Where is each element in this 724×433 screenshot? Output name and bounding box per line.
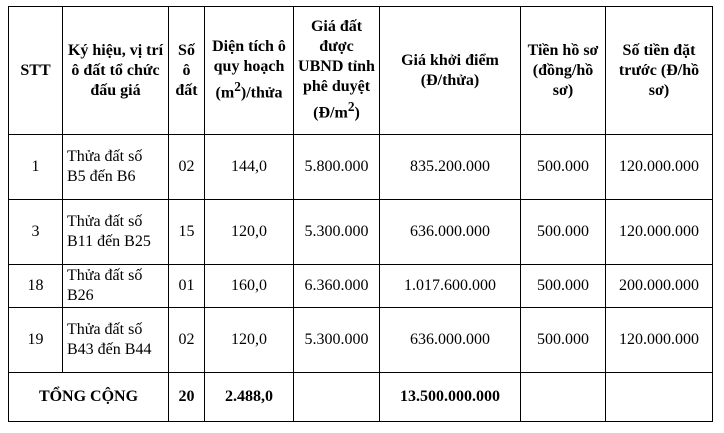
cell-dien-tich: 120,0 xyxy=(205,308,294,373)
total-tien-ho-so-empty xyxy=(521,373,606,422)
cell-gia-khoi-diem: 835.200.000 xyxy=(380,135,521,200)
cell-ky-hieu: Thửa đất số B26 xyxy=(63,265,169,308)
header-ky-hieu: Ký hiệu, vị trí ô đất tổ chức đấu giá xyxy=(63,7,169,135)
total-gia-dat-empty xyxy=(294,373,380,422)
header-so-o-dat: Số ô đất xyxy=(169,7,205,135)
cell-tien-ho-so: 500.000 xyxy=(521,135,606,200)
cell-so-o: 01 xyxy=(169,265,205,308)
cell-ky-hieu: Thửa đất số B11 đến B25 xyxy=(63,200,169,265)
cell-dien-tich: 160,0 xyxy=(205,265,294,308)
total-gia-khoi-diem: 13.500.000.000 xyxy=(380,373,521,422)
cell-gia-khoi-diem: 636.000.000 xyxy=(380,200,521,265)
header-dien-tich xyxy=(205,7,294,135)
header-gia-dat-unit: ) xyxy=(354,104,360,122)
header-dien-tich-unit: )/thửa xyxy=(240,84,283,102)
total-tien-dat-truoc-empty xyxy=(606,373,713,422)
cell-dien-tich: 120,0 xyxy=(205,200,294,265)
header-stt: STT xyxy=(9,7,63,135)
cell-so-o: 02 xyxy=(169,308,205,373)
table-row xyxy=(9,308,713,373)
table-row xyxy=(9,265,713,308)
cell-ky-hieu: Thửa đất số B5 đến B6 xyxy=(63,135,169,200)
cell-stt: 18 xyxy=(9,265,63,308)
header-gia-dat-text: Giá đất được UBND tỉnh phê duyệt (Đ/m xyxy=(298,18,375,122)
header-gia-dat-sup: 2 xyxy=(347,99,355,115)
cell-tien-ho-so: 500.000 xyxy=(521,308,606,373)
cell-stt: 3 xyxy=(9,200,63,265)
cell-tien-ho-so: 500.000 xyxy=(521,265,606,308)
header-gia-dat xyxy=(294,7,380,135)
table-row xyxy=(9,135,713,200)
total-label: TỔNG CỘNG xyxy=(9,373,169,422)
cell-tien-dat-truoc: 200.000.000 xyxy=(606,265,713,308)
cell-gia-dat: 5.300.000 xyxy=(294,308,380,373)
total-row xyxy=(9,373,713,422)
cell-tien-dat-truoc: 120.000.000 xyxy=(606,135,713,200)
cell-stt: 1 xyxy=(9,135,63,200)
cell-tien-dat-truoc: 120.000.000 xyxy=(606,308,713,373)
auction-land-table xyxy=(8,6,713,422)
header-gia-khoi-diem: Giá khởi điểm (Đ/thửa) xyxy=(380,7,521,135)
table-row xyxy=(9,200,713,265)
table-header-row xyxy=(9,7,713,135)
cell-ky-hieu: Thửa đất số B43 đến B44 xyxy=(63,308,169,373)
header-dien-tich-sup: 2 xyxy=(234,79,241,95)
header-tien-ho-so: Tiền hồ sơ (đồng/hồ sơ) xyxy=(521,7,606,135)
total-dien-tich: 2.488,0 xyxy=(205,373,294,422)
cell-so-o: 15 xyxy=(169,200,205,265)
total-so-o: 20 xyxy=(169,373,205,422)
cell-gia-dat: 5.300.000 xyxy=(294,200,380,265)
cell-stt: 19 xyxy=(9,308,63,373)
cell-dien-tich: 144,0 xyxy=(205,135,294,200)
cell-gia-khoi-diem: 636.000.000 xyxy=(380,308,521,373)
cell-so-o: 02 xyxy=(169,135,205,200)
cell-tien-ho-so: 500.000 xyxy=(521,200,606,265)
cell-gia-dat: 6.360.000 xyxy=(294,265,380,308)
header-tien-dat-truoc: Số tiền đặt trước (Đ/hồ sơ) xyxy=(606,7,713,135)
cell-gia-dat: 5.800.000 xyxy=(294,135,380,200)
cell-gia-khoi-diem: 1.017.600.000 xyxy=(380,265,521,308)
cell-tien-dat-truoc: 120.000.000 xyxy=(606,200,713,265)
header-dien-tich-text: Diện tích ô quy hoạch (m xyxy=(212,38,286,102)
